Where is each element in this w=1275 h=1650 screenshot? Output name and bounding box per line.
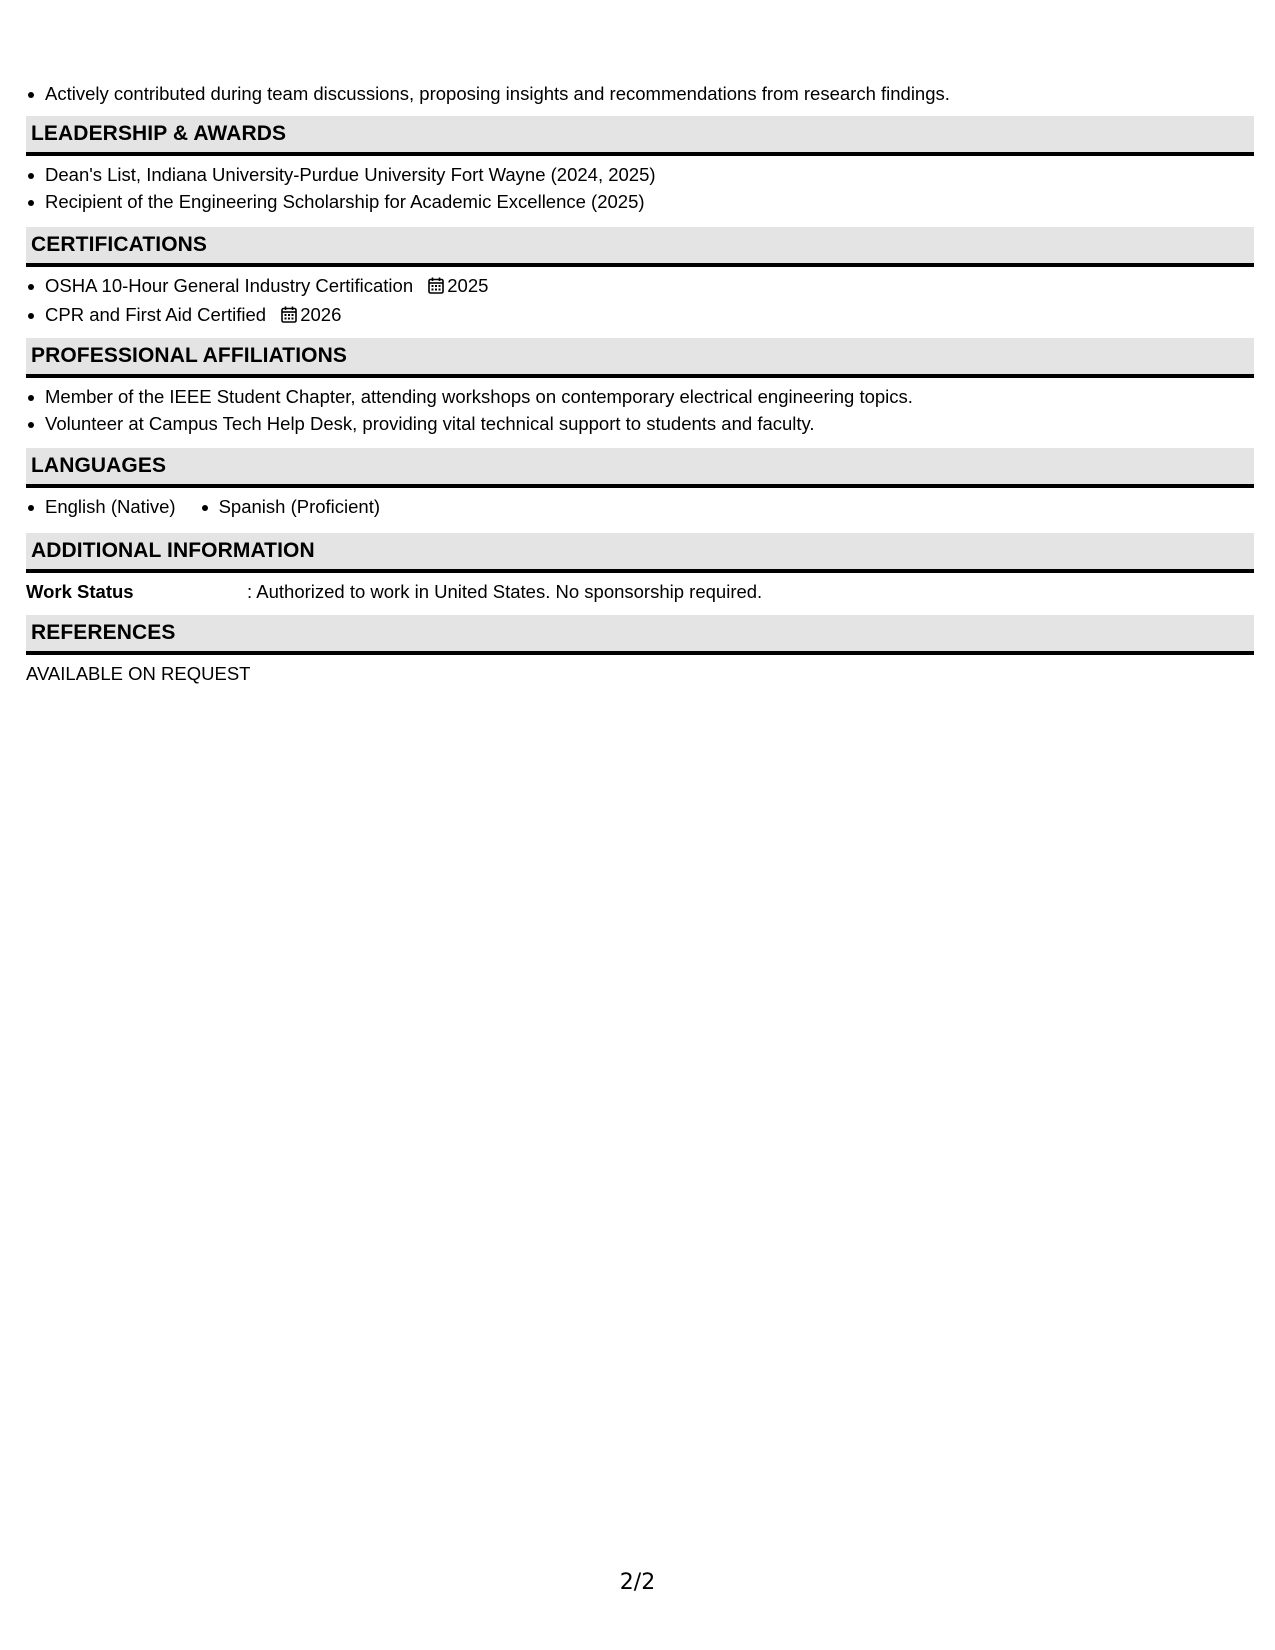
awards-list [26,161,1254,215]
calendar-icon [428,274,444,301]
professional-affiliations-section [26,338,1254,437]
additional-information-section [26,533,1254,605]
work-status-row [26,578,1254,605]
section-heading: LANGUAGES [26,448,1254,488]
languages-list [26,493,1254,520]
certification-name: CPR and First Aid Certified [45,304,267,325]
calendar-icon [281,303,297,330]
language-item: English (Native) [26,493,176,520]
references-section [26,615,1254,687]
affiliations-list [26,383,1254,437]
certifications-list [26,272,1254,330]
certifications-section [26,227,1254,330]
work-status-value: : Authorized to work in United States. No sponsorship required. [247,581,763,602]
certification-year: 2025 [447,275,489,296]
section-heading: CERTIFICATIONS [26,227,1254,267]
section-heading: PROFESSIONAL AFFILIATIONS [26,338,1254,378]
list-item: Recipient of the Engineering Scholarship for Academic Excellence (2025) [26,188,1254,215]
section-heading: ADDITIONAL INFORMATION [26,533,1254,573]
leadership-awards-section [26,116,1254,215]
list-item: Volunteer at Campus Tech Help Desk, providing vital technical support to students and faculty. [26,410,1254,437]
list-item: Actively contributed during team discussions, proposing insights and recommendations from research findings. [26,80,1254,107]
certification-name: OSHA 10-Hour General Industry Certification [45,275,414,296]
certification-item [26,272,1254,301]
languages-section [26,448,1254,520]
list-item: Dean's List, Indiana University-Purdue University Fort Wayne (2024, 2025) [26,161,1254,188]
references-text: AVAILABLE ON REQUEST [26,663,251,684]
language-item: Spanish (Proficient) [200,493,380,520]
list-item: Member of the IEEE Student Chapter, attending workshops on contemporary electrical engineering topics. [26,383,1254,410]
certification-year: 2026 [300,304,342,325]
section-heading: LEADERSHIP & AWARDS [26,116,1254,156]
work-status-label: Work Status [26,581,134,602]
page-number: 2/2 [619,1570,656,1595]
section-heading: REFERENCES [26,615,1254,655]
experience-continuation-list [26,80,1254,107]
certification-item [26,301,1254,330]
